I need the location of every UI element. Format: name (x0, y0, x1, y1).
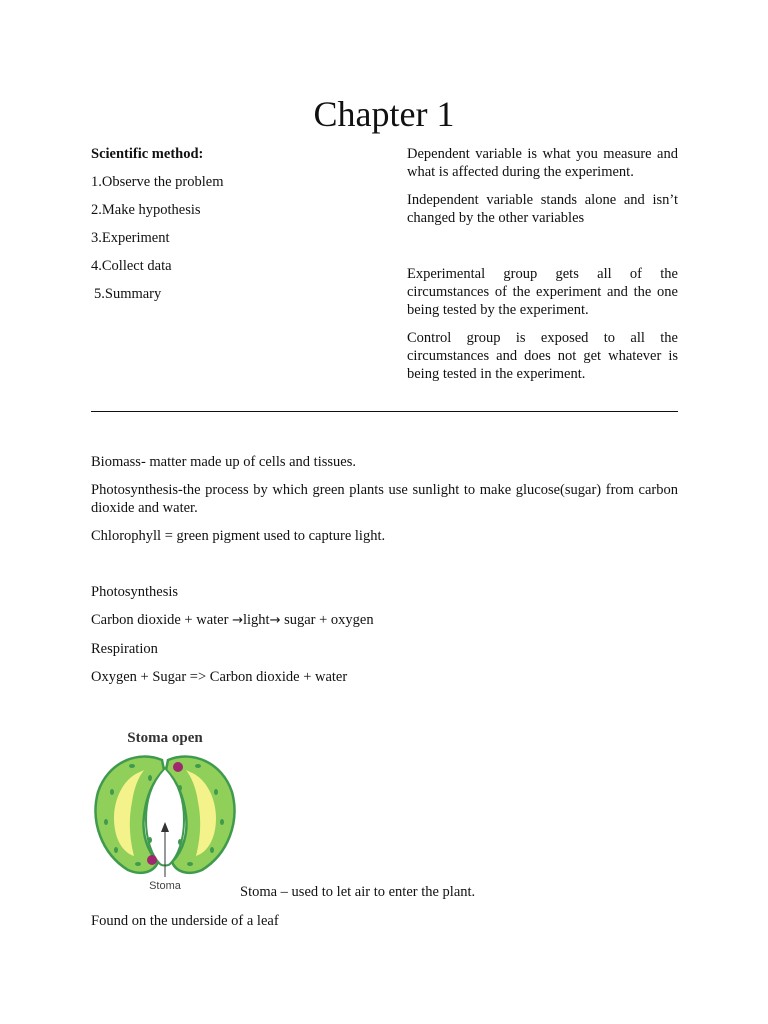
scientific-method-heading: Scientific method: (91, 146, 204, 162)
stoma-diagram (88, 722, 240, 897)
photosynthesis-label: Photosynthesis (91, 584, 179, 600)
nucleus-dot (173, 762, 183, 772)
respiration-equation: Oxygen + Sugar => Carbon dioxide + water (91, 669, 348, 685)
method-step: 4.Collect data (91, 258, 172, 274)
arrow-right-icon: → (232, 613, 243, 628)
independent-variable-definition: Independent variable stands alone and isn’t changed by the other variables (407, 192, 678, 226)
page-title: Chapter 1 (313, 94, 455, 134)
method-step: 2.Make hypothesis (91, 202, 201, 218)
stoma-location: Found on the underside of a leaf (91, 913, 279, 929)
nucleus-dot (147, 855, 157, 865)
photosynthesis-equation (91, 611, 678, 630)
biomass-definition: Biomass- matter made up of cells and tissues. (91, 454, 356, 470)
method-step: 5.Summary (94, 286, 162, 302)
respiration-label: Respiration (91, 641, 158, 657)
equation-light: light (242, 612, 270, 628)
horizontal-divider (91, 411, 678, 412)
arrow-right-icon: → (269, 613, 281, 628)
chlorophyll-definition: Chlorophyll = green pigment used to capture light. (91, 528, 386, 544)
diagram-label: Stoma (149, 880, 181, 892)
diagram-title: Stoma open (127, 730, 203, 746)
control-group-definition: Control group is exposed to all the circumstances and does not get whatever is being tested in the experiment. (407, 330, 678, 382)
photosynthesis-definition: Photosynthesis-the process by which green plants use sunlight to make glucose(sugar) from carbon dioxide and water. (91, 482, 678, 516)
notes-body (91, 453, 678, 696)
stoma-caption: Stoma – used to let air to enter the plant. (240, 884, 476, 900)
method-step: 1.Observe the problem (91, 174, 224, 190)
dependent-variable-definition: Dependent variable is what you measure and what is affected during the experiment. (407, 146, 678, 180)
method-step: 3.Experiment (91, 230, 170, 246)
equation-reactants: Carbon dioxide + water (91, 612, 233, 628)
scientific-method-list (91, 145, 381, 313)
definitions-column (407, 145, 678, 393)
equation-products: sugar + oxygen (280, 612, 374, 628)
experimental-group-definition: Experimental group gets all of the circumstances of the experiment and the one being tested by the experiment. (407, 266, 678, 318)
